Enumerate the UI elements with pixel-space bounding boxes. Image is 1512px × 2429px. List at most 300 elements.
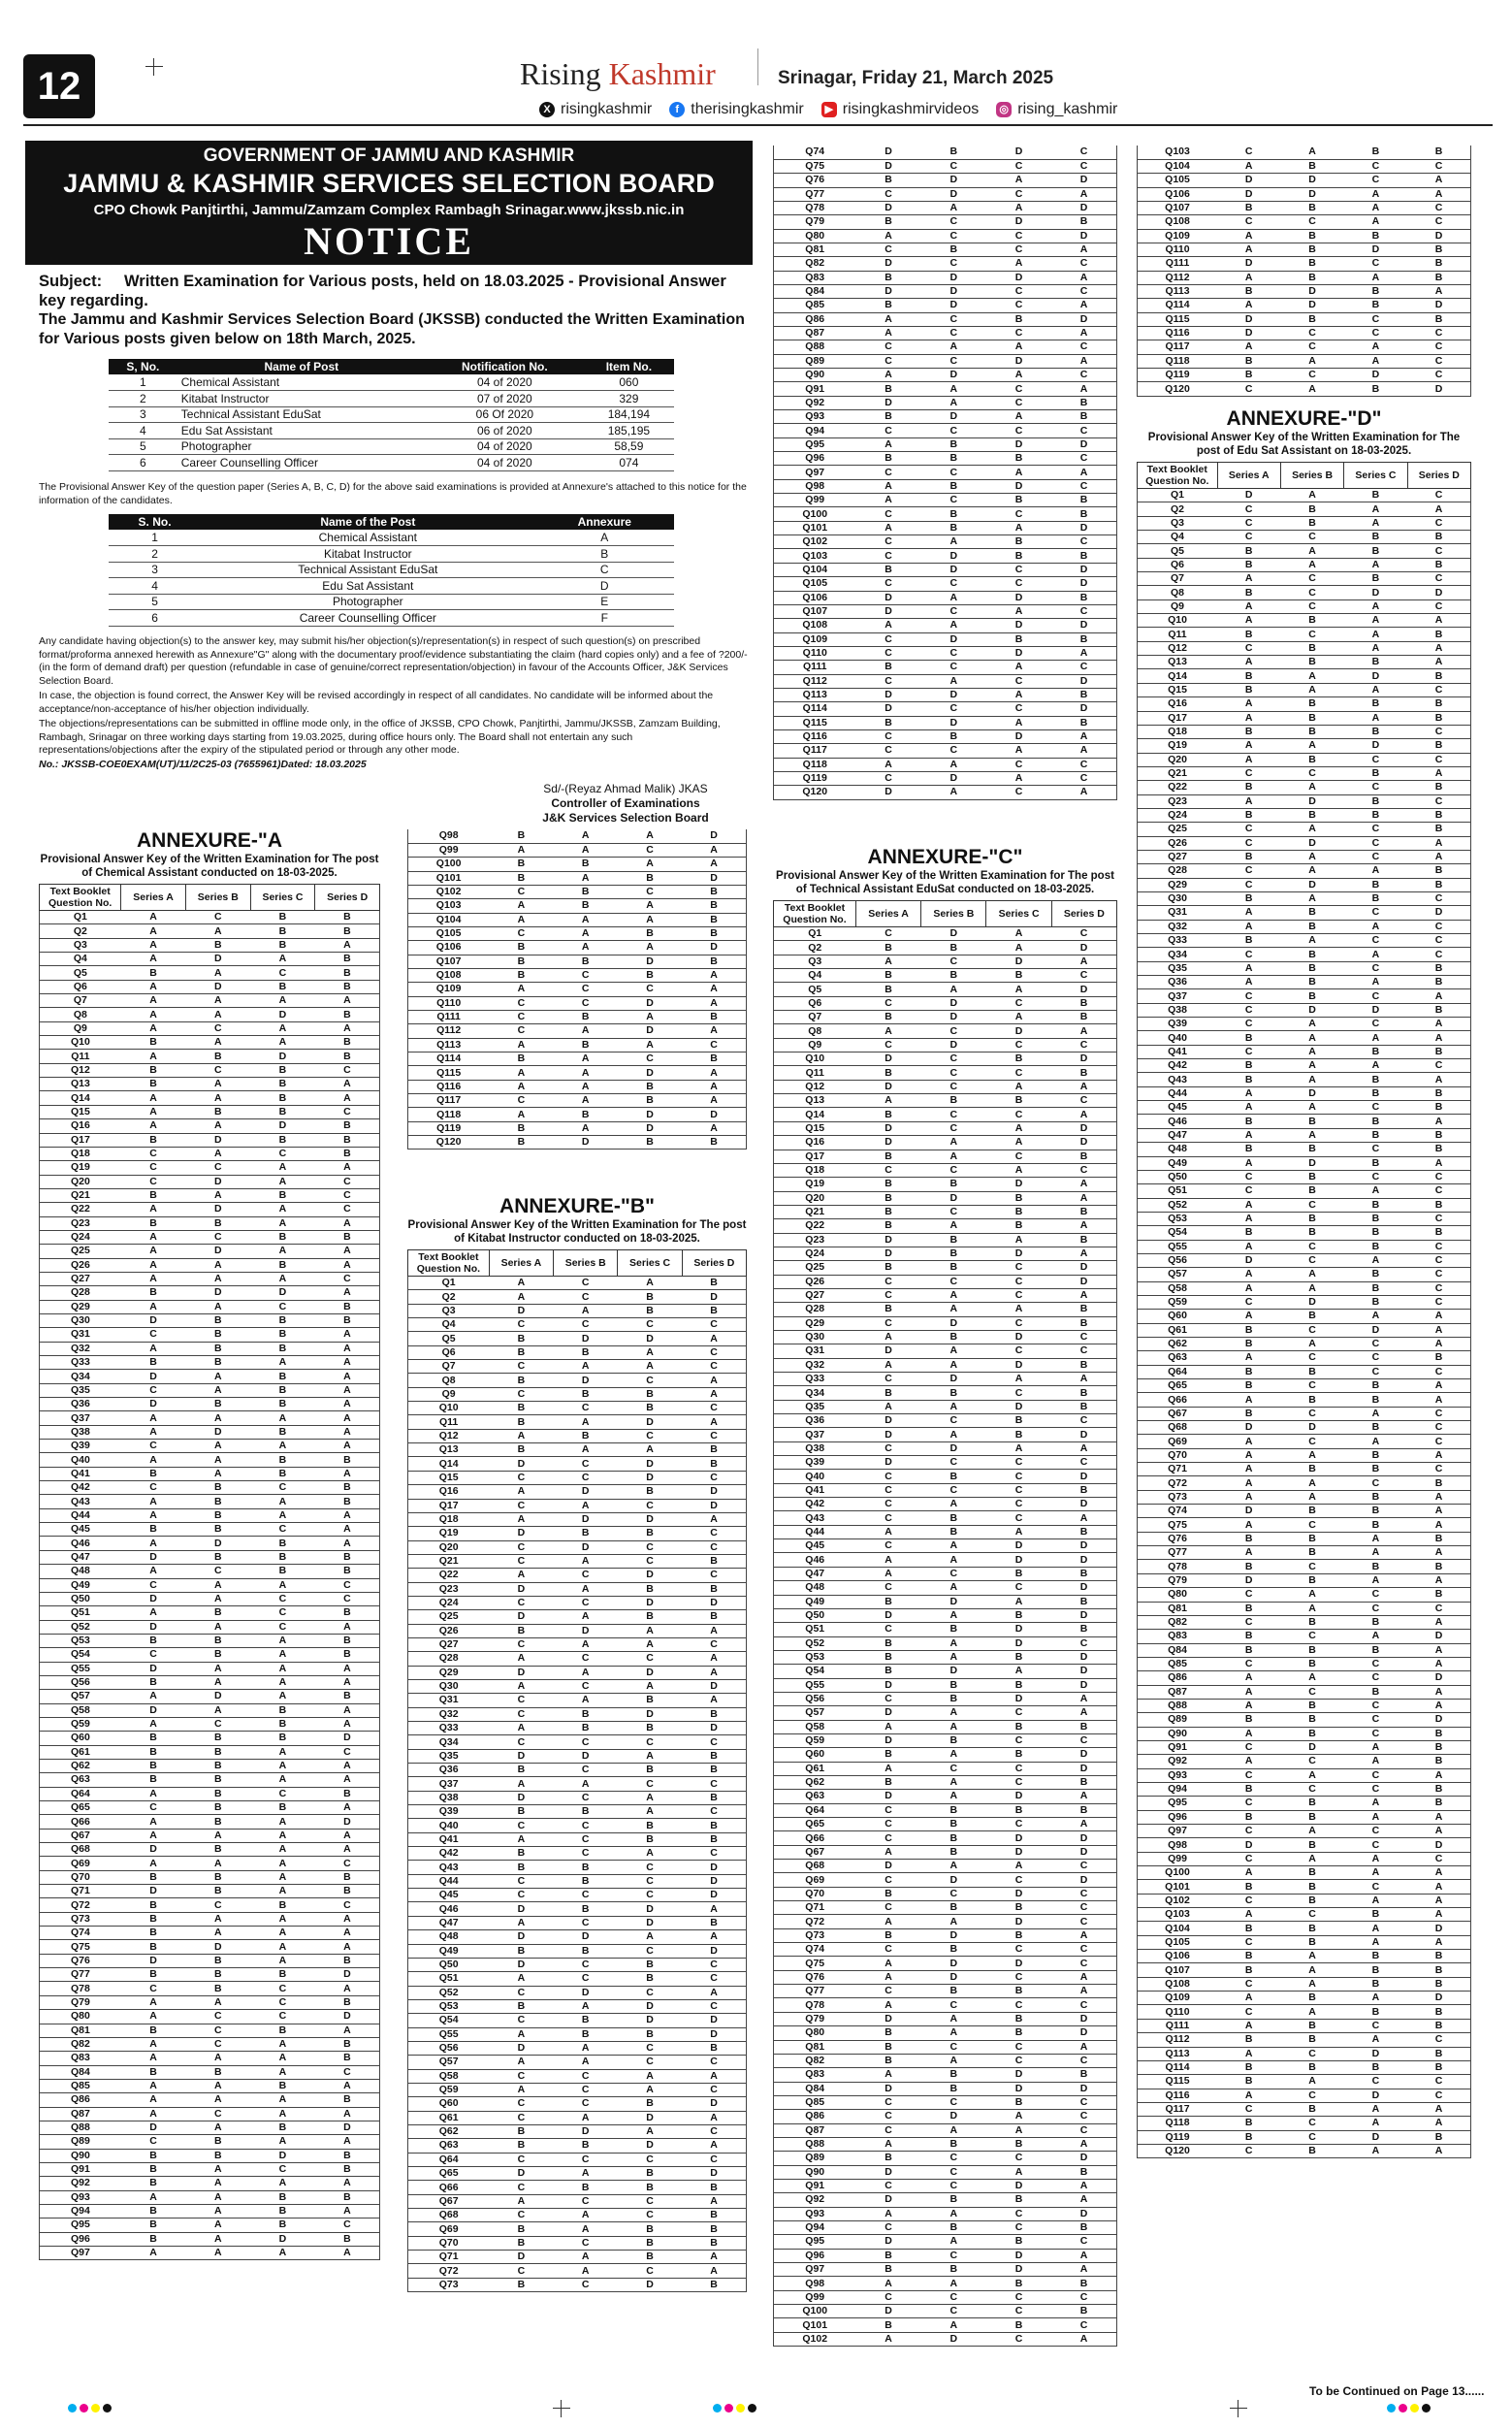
table-row [774, 1414, 1117, 1428]
answer-cell: B [185, 1342, 250, 1355]
answer-cell: B [489, 1861, 553, 1874]
question-number: Q79 [774, 2012, 856, 2025]
answer-cell: A [855, 437, 920, 451]
answer-cell: C [921, 577, 986, 591]
answer-cell: C [489, 1094, 553, 1108]
question-number: Q11 [408, 1415, 490, 1429]
answer-cell: B [1344, 1226, 1407, 1240]
answer-cell: A [1280, 1490, 1343, 1504]
answer-cell: C [986, 2290, 1051, 2304]
table-row [40, 1133, 380, 1147]
answer-cell: D [921, 716, 986, 729]
table-row [408, 1010, 747, 1023]
answer-cell: D [1407, 1671, 1470, 1685]
question-number: Q59 [408, 2083, 490, 2096]
question-number: Q51 [774, 1623, 856, 1636]
answer-cell: D [1217, 1573, 1280, 1587]
answer-cell: C [489, 1554, 553, 1568]
column-header: Series D [315, 885, 380, 911]
answer-cell: B [489, 1847, 553, 1861]
answer-cell: A [921, 1860, 986, 1873]
answer-cell: A [315, 1411, 380, 1425]
answer-cell: C [121, 1328, 186, 1342]
answer-cell: A [1280, 1128, 1343, 1142]
answer-cell: C [315, 1272, 380, 1285]
answer-cell: A [121, 1717, 186, 1731]
answer-cell: C [986, 674, 1051, 688]
answer-cell: B [121, 2204, 186, 2218]
answer-cell: D [489, 1749, 553, 1763]
table-row [1138, 934, 1471, 948]
table-row [408, 1847, 747, 1861]
answer-cell: A [121, 1508, 186, 1522]
answer-cell: D [1051, 619, 1116, 632]
answer-cell: D [682, 2014, 746, 2027]
answer-cell: C [986, 424, 1051, 437]
question-number: Q38 [1138, 1003, 1218, 1017]
question-number: Q111 [774, 661, 856, 674]
answer-cell: C [618, 1540, 682, 1554]
table-row [408, 1930, 747, 1944]
table-cell: Edu Sat Assistant [177, 423, 426, 439]
column-header: Name of Post [177, 359, 426, 374]
table-row [408, 1332, 747, 1345]
answer-cell: A [1217, 1281, 1280, 1295]
answer-cell: C [1051, 1915, 1116, 1928]
answer-cell: A [315, 1620, 380, 1634]
question-number: Q82 [40, 2037, 121, 2051]
answer-cell: B [554, 2139, 618, 2153]
answer-cell: B [921, 1386, 986, 1400]
question-number: Q56 [408, 2041, 490, 2055]
answer-cell: B [1051, 1233, 1116, 1247]
answer-cell: A [921, 396, 986, 409]
answer-cell: C [250, 2162, 315, 2176]
question-number: Q7 [40, 994, 121, 1008]
answer-cell: C [618, 1374, 682, 1387]
question-number: Q102 [774, 535, 856, 549]
answer-cell: A [1407, 1031, 1470, 1045]
answer-cell: D [489, 2041, 553, 2055]
table-cell: 6 [109, 455, 177, 471]
answer-cell: B [855, 271, 920, 284]
answer-cell: B [1051, 1623, 1116, 1636]
answer-cell: B [1407, 669, 1470, 683]
answer-cell: A [121, 2052, 186, 2065]
answer-cell: C [1217, 1018, 1280, 1031]
table-cell: Photographer [201, 594, 534, 610]
question-number: Q35 [408, 1749, 490, 1763]
answer-cell: A [554, 1554, 618, 1568]
answer-cell: B [250, 2121, 315, 2134]
answer-cell: D [921, 369, 986, 382]
annexure-table [109, 514, 674, 627]
answer-cell: B [315, 1995, 380, 2009]
table-row [40, 994, 380, 1008]
answer-cell: C [986, 1344, 1051, 1358]
question-number: Q3 [1138, 516, 1218, 530]
answer-cell: B [121, 1286, 186, 1300]
answer-cell: A [250, 1940, 315, 1954]
answer-cell: B [185, 1634, 250, 1647]
answer-cell: A [121, 938, 186, 952]
question-number: Q49 [1138, 1156, 1218, 1170]
answer-cell: A [618, 829, 682, 843]
answer-cell: C [1217, 766, 1280, 780]
answer-cell: D [554, 1374, 618, 1387]
answer-cell: A [1344, 215, 1407, 229]
table-row [774, 1998, 1117, 2012]
answer-cell: B [855, 452, 920, 466]
answer-cell: C [855, 1985, 920, 1998]
table-row [1138, 1101, 1471, 1115]
answer-cell: D [986, 1400, 1051, 1413]
answer-cell: C [554, 1277, 618, 1290]
answer-cell: B [1344, 382, 1407, 396]
answer-cell: A [1051, 786, 1116, 799]
answer-cell: B [250, 1078, 315, 1091]
question-number: Q47 [1138, 1128, 1218, 1142]
answer-cell: B [855, 983, 920, 996]
question-number: Q42 [408, 1847, 490, 1861]
table-row [774, 494, 1117, 507]
table-row [774, 941, 1117, 955]
answer-cell: D [921, 1873, 986, 1887]
answer-cell: B [855, 1150, 920, 1163]
table-row [774, 1636, 1117, 1650]
answer-cell: B [121, 1759, 186, 1772]
table-row [774, 1275, 1117, 1288]
answer-cell: A [1280, 823, 1343, 836]
question-number: Q24 [40, 1230, 121, 1244]
table-row [408, 1304, 747, 1317]
answer-cell: C [682, 1805, 746, 1819]
answer-cell: A [1217, 1755, 1280, 1768]
table-row [40, 1342, 380, 1355]
answer-cell: A [921, 1498, 986, 1511]
answer-cell: A [986, 369, 1051, 382]
answer-cell: C [986, 1108, 1051, 1121]
answer-cell: A [185, 2079, 250, 2092]
notice-paragraph: In case, the objection is found correct, the Answer Key will be revised accordingly in respect of all candidates. No candidate will be informed about the acceptance/non-acceptance of his/her objection individually. [39, 690, 714, 715]
answer-cell: A [921, 619, 986, 632]
table-row [1138, 878, 1471, 891]
answer-cell: D [1051, 941, 1116, 955]
question-number: Q45 [774, 1539, 856, 1553]
answer-cell: C [1407, 1240, 1470, 1253]
answer-cell: C [185, 1230, 250, 1244]
answer-cell: A [250, 1870, 315, 1884]
social-item[interactable] [996, 101, 1117, 118]
answer-cell: C [1344, 174, 1407, 187]
question-number: Q109 [774, 632, 856, 646]
table-cell: 58,59 [584, 438, 674, 455]
question-number: Q12 [408, 1429, 490, 1442]
answer-key-table [1137, 462, 1471, 2158]
column-header: Series D [1051, 901, 1116, 927]
answer-cell: B [250, 2218, 315, 2232]
answer-cell: A [1280, 1031, 1343, 1045]
answer-cell: D [554, 1749, 618, 1763]
answer-cell: C [986, 229, 1051, 243]
answer-cell: A [1051, 744, 1116, 758]
answer-cell: A [921, 1400, 986, 1413]
answer-cell: A [554, 1610, 618, 1624]
answer-cell: A [250, 2093, 315, 2107]
answer-cell: C [855, 729, 920, 743]
answer-cell: A [1051, 187, 1116, 201]
answer-cell: D [1217, 326, 1280, 340]
answer-cell: A [921, 674, 986, 688]
question-number: Q33 [774, 1373, 856, 1386]
answer-cell: A [1217, 1351, 1280, 1365]
answer-cell: B [855, 410, 920, 424]
answer-cell: A [121, 1342, 186, 1355]
answer-cell: A [921, 1636, 986, 1650]
registration-dot [1387, 2404, 1396, 2413]
table-row [774, 284, 1117, 298]
question-number: Q37 [40, 1411, 121, 1425]
answer-cell: A [554, 941, 618, 955]
table-row [774, 1678, 1117, 1692]
table-row [1138, 1685, 1471, 1699]
answer-cell: C [921, 159, 986, 173]
question-number: Q41 [1138, 1045, 1218, 1058]
answer-cell: C [1051, 452, 1116, 466]
social-item[interactable] [539, 101, 652, 118]
answer-cell: D [855, 1247, 920, 1260]
table-row [40, 1398, 380, 1411]
answer-cell: C [921, 2152, 986, 2165]
table-row [774, 257, 1117, 271]
question-number: Q75 [774, 1957, 856, 1970]
answer-cell: A [1051, 1928, 1116, 1942]
answer-cell: C [855, 2110, 920, 2123]
answer-cell: B [315, 911, 380, 924]
answer-cell: D [618, 1666, 682, 1679]
table-row [1138, 354, 1471, 368]
answer-cell: B [185, 1885, 250, 1898]
answer-cell: A [618, 1277, 682, 1290]
answer-cell: A [1344, 201, 1407, 214]
answer-cell: A [1407, 284, 1470, 298]
answer-cell: B [1280, 516, 1343, 530]
answer-cell: C [682, 1637, 746, 1651]
answer-cell: B [489, 871, 553, 885]
table-row [1138, 683, 1471, 696]
answer-cell: D [921, 187, 986, 201]
answer-cell: A [250, 1662, 315, 1675]
answer-cell: C [121, 1440, 186, 1453]
table-row [774, 1136, 1117, 1150]
answer-cell: B [921, 1733, 986, 1747]
answer-cell: C [1217, 1740, 1280, 1754]
answer-cell: B [554, 1108, 618, 1121]
answer-cell: A [1051, 466, 1116, 479]
answer-cell: C [315, 2065, 380, 2079]
answer-cell: B [1217, 369, 1280, 382]
answer-cell: B [554, 1038, 618, 1052]
answer-cell: D [855, 2012, 920, 2025]
answer-cell: C [1051, 535, 1116, 549]
answer-cell: D [618, 1066, 682, 1080]
answer-cell: C [1407, 354, 1470, 368]
table-cell: 3 [109, 406, 177, 423]
table-cell: A [535, 530, 674, 546]
answer-cell: D [618, 1471, 682, 1484]
social-item[interactable] [821, 101, 980, 118]
answer-cell: C [554, 1596, 618, 1609]
answer-cell: B [554, 858, 618, 871]
table-row [40, 1759, 380, 1772]
answer-cell: A [1407, 614, 1470, 628]
answer-cell: B [986, 1053, 1051, 1066]
answer-cell: D [855, 1428, 920, 1441]
answer-cell: C [1051, 2123, 1116, 2137]
table-row [774, 340, 1117, 354]
answer-cell: B [121, 2218, 186, 2232]
question-number: Q81 [1138, 1602, 1218, 1615]
answer-cell: D [489, 2167, 553, 2181]
answer-cell: B [1344, 2060, 1407, 2074]
answer-cell: B [121, 1898, 186, 1912]
question-number: Q20 [408, 1540, 490, 1554]
answer-cell: A [121, 1495, 186, 1508]
answer-cell: A [682, 1332, 746, 1345]
answer-cell: A [489, 2027, 553, 2041]
answer-cell: B [855, 1928, 920, 1942]
question-number: Q88 [1138, 1699, 1218, 1712]
answer-cell: A [489, 2194, 553, 2208]
question-number: Q115 [774, 716, 856, 729]
table-row [774, 927, 1117, 941]
answer-cell: A [185, 1662, 250, 1675]
answer-cell: A [250, 2177, 315, 2190]
answer-cell: D [921, 2110, 986, 2123]
table-row [1138, 920, 1471, 933]
answer-cell: A [921, 1706, 986, 1720]
question-number: Q62 [774, 1775, 856, 1789]
answer-cell: A [1217, 1992, 1280, 2005]
answer-cell: A [185, 1272, 250, 1285]
answer-cell: A [315, 1245, 380, 1258]
answer-cell: B [1407, 558, 1470, 571]
answer-cell: D [1051, 563, 1116, 576]
answer-cell: B [855, 2054, 920, 2067]
table-row [1138, 1992, 1471, 2005]
question-number: Q77 [774, 1985, 856, 1998]
answer-cell: A [185, 1036, 250, 1050]
table-row [408, 858, 747, 871]
answer-cell: D [986, 2249, 1051, 2262]
answer-cell: B [1280, 1838, 1343, 1852]
answer-cell: C [489, 2264, 553, 2278]
answer-cell: A [250, 1745, 315, 1759]
answer-cell: A [1217, 1685, 1280, 1699]
answer-cell: B [250, 1188, 315, 1202]
answer-cell: A [1407, 836, 1470, 850]
answer-cell: D [855, 1136, 920, 1150]
answer-cell: C [921, 312, 986, 326]
question-number: Q88 [774, 2137, 856, 2151]
answer-cell: D [121, 2121, 186, 2134]
question-number: Q56 [774, 1692, 856, 1705]
answer-cell: C [618, 1777, 682, 1791]
table-row [1138, 2117, 1471, 2130]
answer-cell: C [489, 1889, 553, 1902]
answer-cell: B [185, 1313, 250, 1327]
answer-cell: A [121, 2079, 186, 2092]
question-number: Q22 [408, 1569, 490, 1582]
table-row [774, 271, 1117, 284]
table-row [1138, 1922, 1471, 1935]
answer-cell: D [921, 1441, 986, 1455]
social-item[interactable] [669, 101, 803, 118]
answer-cell: A [554, 1094, 618, 1108]
answer-cell: A [185, 1440, 250, 1453]
question-number: Q111 [1138, 257, 1218, 271]
table-row [774, 969, 1117, 983]
question-number: Q91 [774, 382, 856, 396]
answer-cell: D [1407, 382, 1470, 396]
table-row [774, 1887, 1117, 1900]
answer-cell: B [185, 1050, 250, 1063]
table-row [40, 2135, 380, 2149]
answer-cell: B [682, 1791, 746, 1804]
question-number: Q117 [1138, 340, 1218, 354]
table-row [40, 1675, 380, 1689]
question-number: Q108 [1138, 1977, 1218, 1991]
table-row [40, 953, 380, 966]
answer-cell: B [986, 2318, 1051, 2332]
answer-cell: A [921, 1608, 986, 1622]
answer-cell: B [489, 858, 553, 871]
answer-cell: B [986, 1678, 1051, 1692]
answer-cell: C [855, 1470, 920, 1483]
answer-cell: B [1407, 1755, 1470, 1768]
answer-cell: A [1407, 656, 1470, 669]
question-number: Q51 [1138, 1184, 1218, 1198]
answer-cell: C [1407, 1602, 1470, 1615]
answer-cell: A [921, 1790, 986, 1803]
question-number: Q69 [774, 1873, 856, 1887]
table-cell: 04 of 2020 [426, 438, 584, 455]
answer-cell: A [315, 1467, 380, 1480]
answer-cell: B [986, 2277, 1051, 2290]
answer-cell: A [855, 619, 920, 632]
table-row [774, 758, 1117, 771]
answer-cell: D [489, 1666, 553, 1679]
answer-cell: A [250, 953, 315, 966]
answer-cell: B [855, 1386, 920, 1400]
answer-cell: B [1280, 1212, 1343, 1225]
masthead-logo [520, 56, 716, 92]
answer-cell: C [250, 1606, 315, 1620]
answer-cell: B [986, 2012, 1051, 2025]
answer-cell: B [921, 969, 986, 983]
table-row [408, 871, 747, 885]
answer-cell: A [315, 1912, 380, 1926]
answer-cell: A [855, 2207, 920, 2220]
answer-cell: B [1217, 1602, 1280, 1615]
table-row [40, 938, 380, 952]
table-row [40, 1008, 380, 1021]
answer-cell: D [554, 1930, 618, 1944]
question-number: Q105 [1138, 1935, 1218, 1949]
answer-cell: B [489, 2124, 553, 2138]
answer-cell: B [1344, 299, 1407, 312]
answer-cell: B [315, 1954, 380, 1967]
